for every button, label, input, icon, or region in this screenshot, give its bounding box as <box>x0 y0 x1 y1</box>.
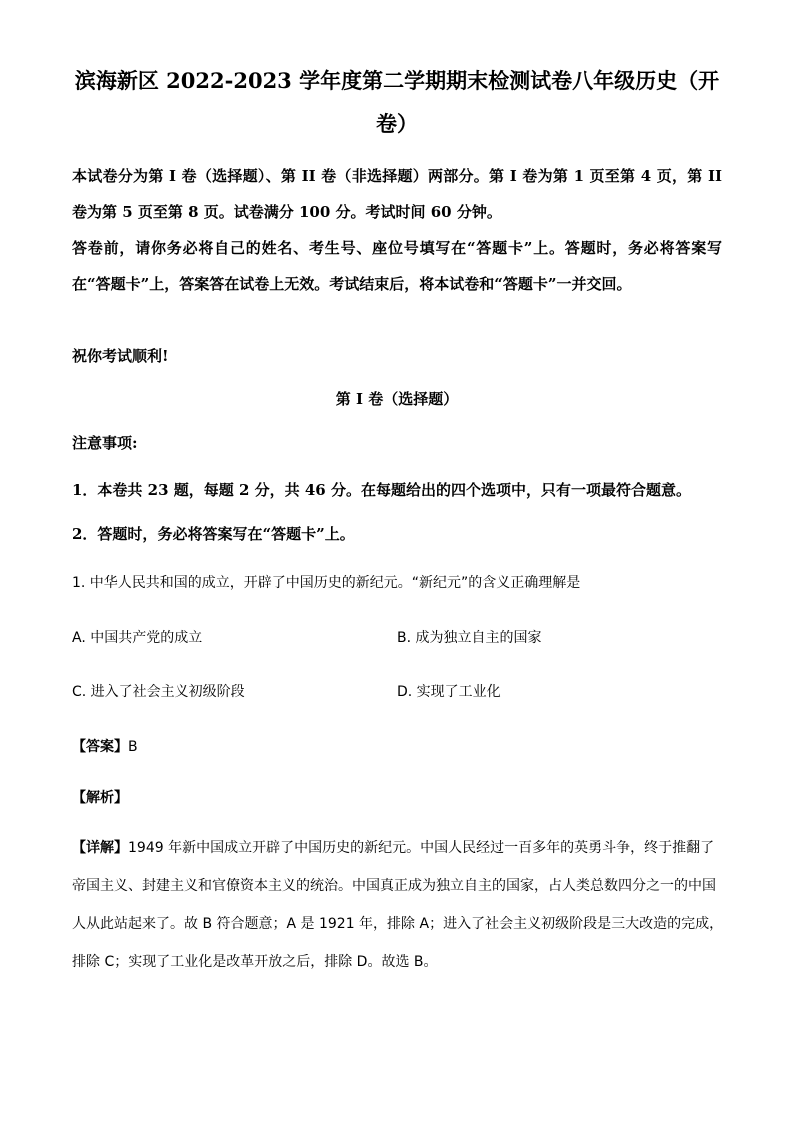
intro-good-luck: 祝你考试顺利! <box>72 347 169 365</box>
exam-title-line-1: 滨海新区 2022-2023 学年度第二学期期末检测试卷八年级历史（开 <box>74 68 720 93</box>
note-item-1: 1．本卷共 23 题，每题 2 分，共 46 分。在每题给出的四个选项中，只有一项最符合题意。 <box>72 481 691 499</box>
answer-value: B <box>128 739 138 755</box>
detail-text: 1949 年新中国成立开辟了中国历史的新纪元。中国人民经过一百多年的英勇斗争，终于推翻了帝国主义、封建主义和官僚资本主义的统治。中国真正成为独立自主的国家，占人类总数四分之一的中国人从此站起来了。故 B 符合题意；A 是 1921 年，排除 A；进入了社会主义初级阶段是三大改造的完成，排除 C；实现了工业化是改革开放之后，排除 D。故选 B。 <box>72 840 724 970</box>
notes-heading: 注意事项: <box>72 434 138 452</box>
question-1-detail <box>72 829 724 981</box>
question-1-stem: 1. 中华人民共和国的成立，开辟了中国历史的新纪元。“新纪元”的含义正确理解是 <box>72 575 581 591</box>
question-1-option-a: A. 中国共产党的成立 <box>72 630 203 646</box>
detail-label: 【详解】 <box>72 840 128 856</box>
answer-label: 【答案】 <box>72 739 128 755</box>
section-heading: 第 I 卷（选择题） <box>335 390 459 408</box>
question-1-option-c: C. 进入了社会主义初级阶段 <box>72 684 245 700</box>
note-item-2: 2．答题时，务必将答案写在“答题卡”上。 <box>72 525 355 543</box>
intro-paragraph-scoring: 本试卷分为第 I 卷（选择题）、第 II 卷（非选择题）两部分。第 I 卷为第 1 页至第 4 页，第 II 卷为第 5 页至第 8 页。试卷满分 100 分。考试时间 60 分钟。 <box>72 167 722 221</box>
analysis-label: 【解析】 <box>72 790 128 806</box>
question-1-option-b: B. 成为独立自主的国家 <box>397 630 542 646</box>
question-1-answer <box>72 732 138 762</box>
intro-paragraph-instructions: 答卷前，请你务必将自己的姓名、考生号、座位号填写在“答题卡”上。答题时，务必将答案写在“答题卡”上，答案答在试卷上无效。考试结束后，将本试卷和“答题卡”一并交回。 <box>72 239 722 293</box>
question-1-analysis-label <box>72 783 128 813</box>
question-1-option-d: D. 实现了工业化 <box>397 684 501 700</box>
exam-title-line-2: 卷） <box>376 111 418 136</box>
